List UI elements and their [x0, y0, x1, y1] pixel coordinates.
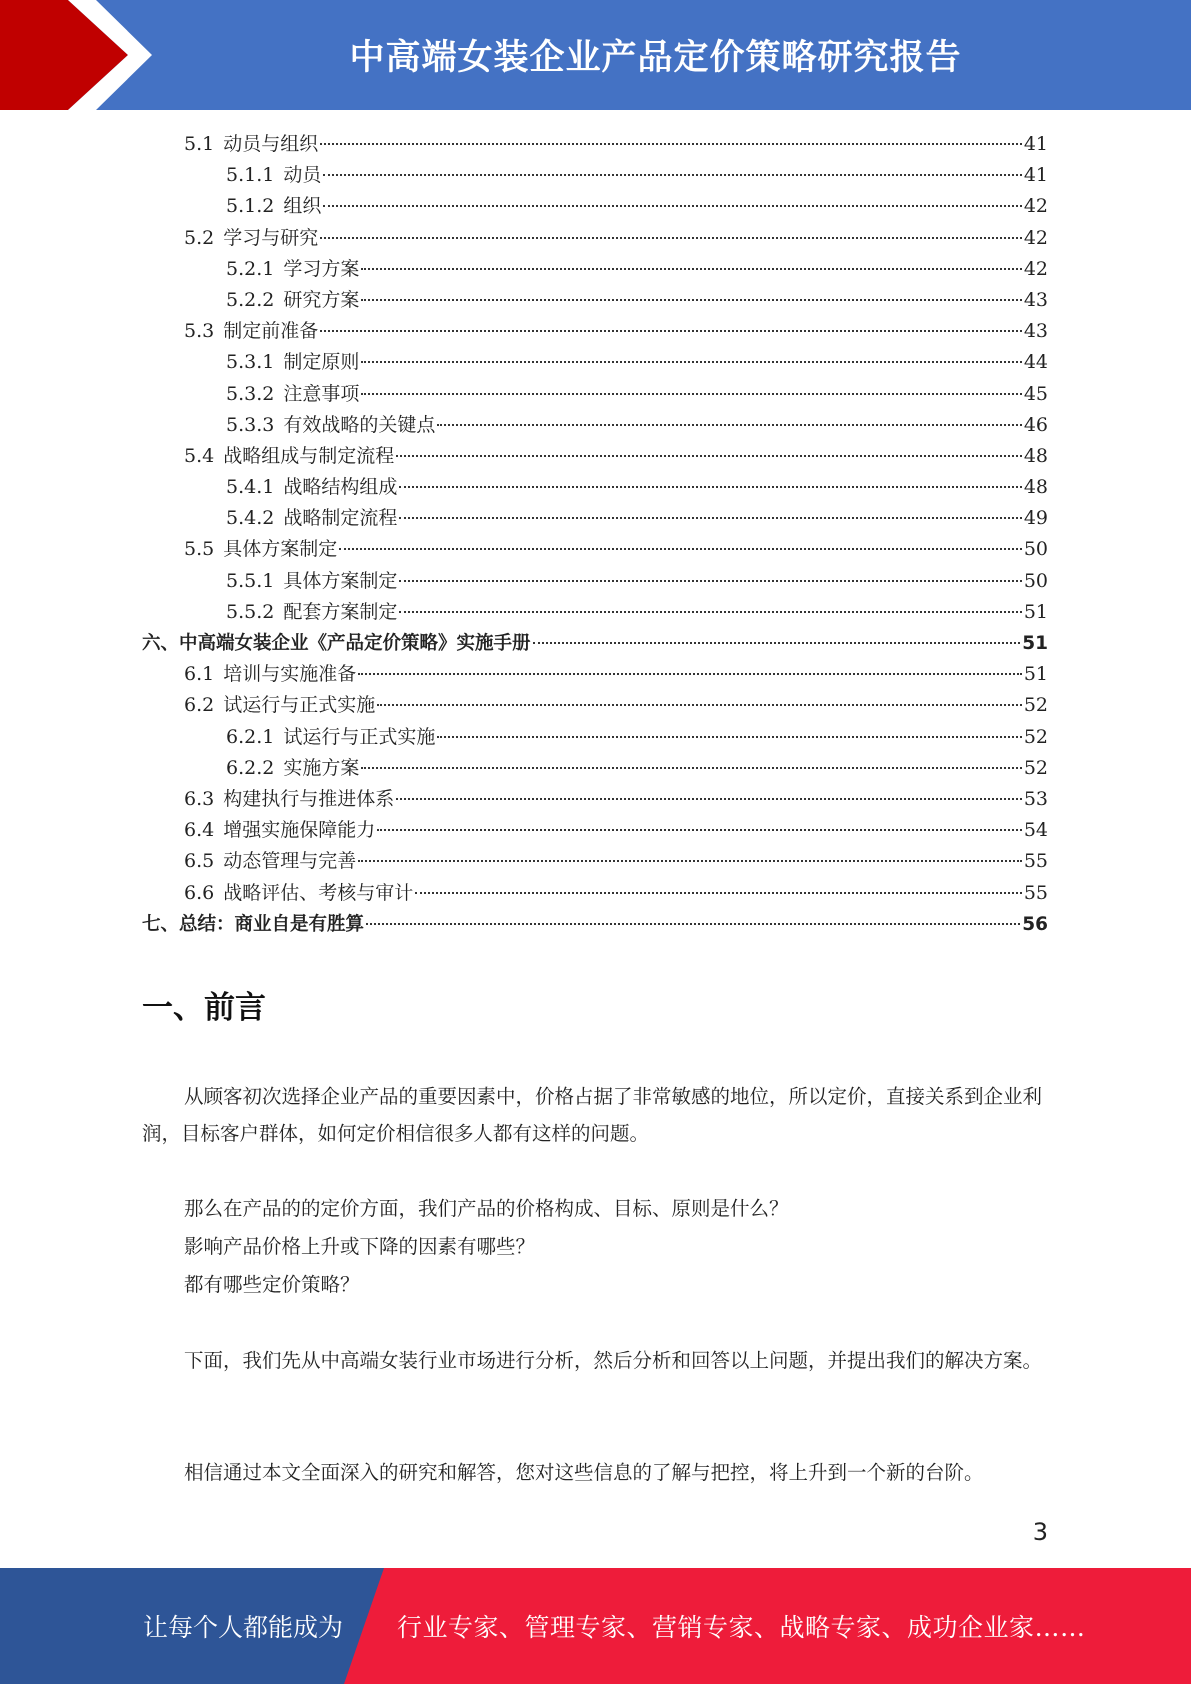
toc-dot-leader: [415, 892, 1022, 894]
section-title: 一、前言: [142, 990, 266, 1026]
preface-question-1: 那么在产品的的定价方面，我们产品的价格构成、目标、原则是什么？: [184, 1197, 789, 1220]
toc-entry-title: 试运行与正式实施: [223, 694, 376, 717]
toc-dot-leader: [399, 611, 1021, 613]
toc-dot-leader: [366, 923, 1020, 925]
toc-entry-title: 动员与组织: [223, 133, 319, 155]
toc-entry-title: 注意事项: [283, 382, 360, 405]
toc-entry[interactable]: [142, 690, 1048, 721]
toc-entry-title: 战略组成与制定流程: [223, 444, 395, 467]
toc-entry-page: 56: [1022, 913, 1048, 935]
toc-dot-leader: [320, 237, 1022, 239]
toc-entry-title: 学习与研究: [223, 226, 319, 249]
table-of-contents: [142, 129, 1048, 940]
toc-entry[interactable]: [142, 472, 1048, 503]
toc-dot-leader: [437, 424, 1021, 426]
toc-dot-leader: [320, 143, 1022, 145]
toc-entry-page: 43: [1023, 320, 1048, 343]
toc-entry-title: 制定前准备: [223, 320, 319, 343]
toc-entry-number: 6.4: [184, 819, 215, 842]
toc-entry-page: 51: [1022, 633, 1048, 654]
toc-entry-page: 49: [1023, 507, 1048, 530]
toc-dot-leader: [437, 736, 1021, 738]
toc-dot-leader: [361, 299, 1021, 301]
toc-entry-title: 具体方案制定: [223, 538, 338, 561]
toc-dot-leader: [399, 580, 1021, 582]
toc-entry[interactable]: [142, 129, 1048, 160]
toc-entry-number: 5.5: [184, 538, 215, 561]
toc-entry-page: 42: [1023, 195, 1048, 218]
toc-entry[interactable]: [142, 503, 1048, 534]
toc-entry-page: 44: [1023, 351, 1048, 374]
toc-entry-number: 6.2.2: [226, 756, 275, 779]
toc-entry-page: 54: [1023, 819, 1048, 842]
toc-entry[interactable]: [142, 597, 1048, 628]
toc-dot-leader: [339, 548, 1022, 550]
toc-entry-title: 研究方案: [283, 288, 360, 311]
toc-entry[interactable]: [142, 347, 1048, 378]
toc-entry-number: 6.2: [184, 694, 215, 717]
toc-entry-page: 42: [1023, 257, 1048, 280]
preface-question-2: 影响产品价格上升或下降的因素有哪些？: [184, 1235, 536, 1258]
toc-entry-title: 战略结构组成: [283, 476, 398, 499]
toc-entry[interactable]: [142, 160, 1048, 191]
toc-entry-number: 5.2.1: [226, 257, 275, 280]
toc-entry-title: 战略制定流程: [283, 507, 398, 530]
toc-entry-title: 试运行与正式实施: [283, 725, 436, 748]
page-header: [0, 0, 1191, 110]
toc-dot-leader: [377, 704, 1022, 706]
toc-entry-title: 七、总结：商业自是有胜算: [142, 913, 365, 935]
toc-entry-number: 6.5: [184, 850, 215, 873]
toc-entry-number: 5.1: [184, 133, 215, 155]
toc-entry[interactable]: [142, 191, 1048, 222]
toc-entry[interactable]: [142, 534, 1048, 565]
toc-dot-leader: [361, 268, 1021, 270]
toc-entry[interactable]: [142, 223, 1048, 254]
toc-dot-leader: [396, 455, 1022, 457]
toc-entry-page: 48: [1023, 444, 1048, 467]
toc-entry-title: 实施方案: [283, 756, 360, 779]
toc-entry-page: 41: [1023, 164, 1048, 187]
toc-entry-page: 43: [1023, 288, 1048, 311]
toc-entry-title: 组织: [283, 195, 322, 218]
toc-entry-number: 6.3: [184, 787, 215, 810]
toc-entry-page: 48: [1023, 476, 1048, 499]
toc-entry[interactable]: [142, 628, 1048, 659]
page-footer: [0, 1568, 1191, 1684]
toc-entry-page: 51: [1023, 600, 1048, 623]
toc-entry-page: 51: [1023, 663, 1048, 686]
toc-dot-leader: [396, 798, 1022, 800]
toc-entry[interactable]: [142, 909, 1048, 940]
toc-dot-leader: [533, 642, 1021, 644]
toc-entry-number: 6.1: [184, 663, 215, 686]
toc-entry-number: 5.2: [184, 226, 215, 249]
toc-entry-number: 5.4.2: [226, 507, 275, 530]
toc-entry-title: 动态管理与完善: [223, 850, 357, 873]
toc-entry-title: 学习方案: [283, 257, 360, 280]
footer-slogan-right: 行业专家、管理专家、营销专家、战略专家、成功企业家……: [397, 1613, 1086, 1642]
toc-entry-page: 45: [1023, 382, 1048, 405]
toc-entry[interactable]: [142, 815, 1048, 846]
toc-entry-number: 5.5.2: [226, 600, 275, 623]
toc-dot-leader: [358, 860, 1022, 862]
toc-entry[interactable]: [142, 659, 1048, 690]
toc-entry[interactable]: [142, 285, 1048, 316]
preface-question-3: 都有哪些定价策略？: [184, 1273, 360, 1296]
toc-entry[interactable]: [142, 566, 1048, 597]
toc-entry-number: 6.2.1: [226, 725, 275, 748]
toc-entry-title: 配套方案制定: [283, 600, 398, 623]
toc-entry-number: 5.4: [184, 444, 215, 467]
toc-dot-leader: [323, 205, 1021, 207]
toc-dot-leader: [399, 517, 1021, 519]
toc-entry[interactable]: [142, 254, 1048, 285]
toc-entry-page: 53: [1023, 787, 1048, 810]
preface-paragraph-3: 相信通过本文全面深入的研究和解答，您对这些信息的了解与把控，将上升到一个新的台阶。: [184, 1461, 984, 1484]
toc-entry[interactable]: [142, 878, 1048, 909]
toc-entry-number: 5.4.1: [226, 476, 275, 499]
toc-entry-title: 具体方案制定: [283, 569, 398, 592]
toc-entry-title: 有效战略的关键点: [283, 413, 436, 436]
toc-dot-leader: [361, 361, 1021, 363]
toc-entry-number: 5.1.2: [226, 195, 275, 218]
toc-entry-title: 动员: [283, 164, 322, 187]
toc-entry-title: 战略评估、考核与审计: [223, 881, 414, 904]
toc-dot-leader: [399, 486, 1021, 488]
toc-entry-page: 50: [1023, 538, 1048, 561]
toc-dot-leader: [377, 829, 1022, 831]
toc-entry-number: 5.3.1: [226, 351, 275, 374]
toc-entry-page: 55: [1023, 850, 1048, 873]
toc-entry[interactable]: [142, 846, 1048, 877]
toc-entry[interactable]: [142, 753, 1048, 784]
page-number: 3: [1032, 1518, 1048, 1546]
toc-entry-title: 制定原则: [283, 351, 360, 374]
toc-entry-number: 5.3.2: [226, 382, 275, 405]
report-title: 中高端女装企业产品定价策略研究报告: [349, 38, 962, 78]
toc-entry-page: 52: [1023, 756, 1048, 779]
toc-entry[interactable]: [142, 441, 1048, 472]
toc-dot-leader: [320, 330, 1022, 332]
toc-entry-page: 52: [1023, 694, 1048, 717]
preface-paragraph-1: 从顾客初次选择企业产品的重要因素中，价格占据了非常敏感的地位，所以定价，直接关系到企业利润，目标客户群体，如何定价相信很多人都有这样的问题。: [142, 1085, 1043, 1145]
toc-entry-page: 41: [1023, 133, 1048, 155]
toc-entry-title: 六、中高端女装企业《产品定价策略》实施手册: [142, 633, 531, 654]
toc-entry-page: 46: [1023, 413, 1048, 436]
toc-entry-number: 5.1.1: [226, 164, 275, 187]
toc-entry[interactable]: [142, 379, 1048, 410]
toc-entry-number: 5.2.2: [226, 288, 275, 311]
toc-entry-page: 52: [1023, 725, 1048, 748]
toc-entry-page: 50: [1023, 569, 1048, 592]
toc-entry-number: 5.3: [184, 320, 215, 343]
toc-entry-title: 构建执行与推进体系: [223, 787, 395, 810]
toc-entry-title: 增强实施保障能力: [223, 819, 376, 842]
toc-dot-leader: [323, 174, 1021, 176]
toc-entry-number: 5.5.1: [226, 569, 275, 592]
toc-entry-number: 5.3.3: [226, 413, 275, 436]
toc-entry-page: 55: [1023, 881, 1048, 904]
toc-dot-leader: [361, 393, 1021, 395]
toc-entry[interactable]: [142, 316, 1048, 347]
toc-entry-number: 6.6: [184, 881, 215, 904]
toc-entry[interactable]: [142, 784, 1048, 815]
toc-dot-leader: [358, 673, 1022, 675]
toc-entry-title: 培训与实施准备: [223, 663, 357, 686]
toc-entry-page: 42: [1023, 226, 1048, 249]
toc-entry[interactable]: [142, 722, 1048, 753]
footer-slogan-left: 让每个人都能成为: [143, 1613, 344, 1642]
preface-paragraph-2: 下面，我们先从中高端女装行业市场进行分析，然后分析和回答以上问题，并提出我们的解决方案。: [184, 1349, 1043, 1372]
toc-dot-leader: [361, 767, 1021, 769]
toc-entry[interactable]: [142, 410, 1048, 441]
